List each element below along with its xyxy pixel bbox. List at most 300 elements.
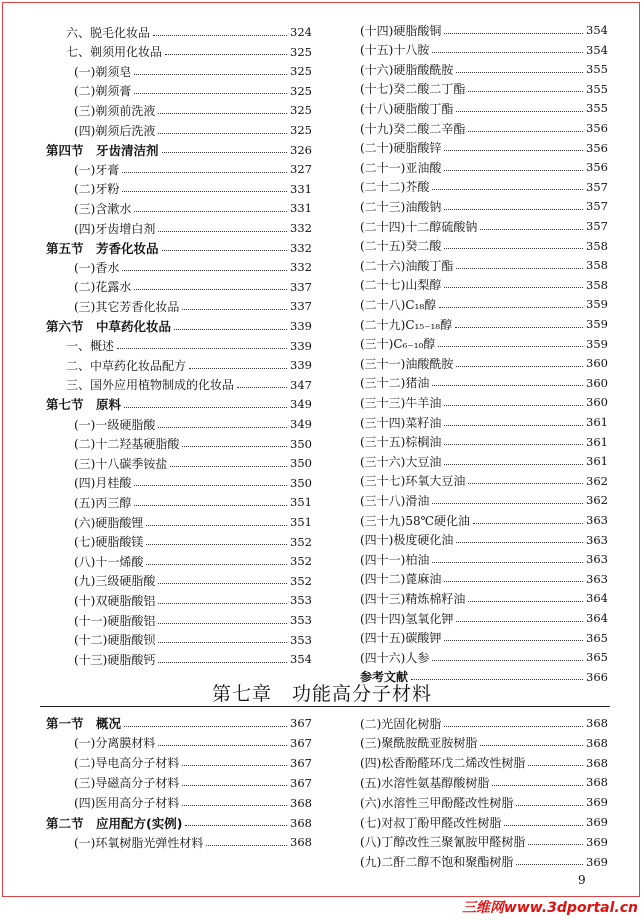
toc-section-heading xyxy=(46,140,312,160)
toc-entry-page: 365 xyxy=(586,630,608,645)
toc-entry-title: (十九)癸二酸二辛酯 xyxy=(360,121,466,136)
toc-entry xyxy=(360,451,608,471)
toc-entry-title: (三)其它芳香化妆品 xyxy=(74,299,180,314)
dot-leader xyxy=(432,503,583,504)
dot-leader xyxy=(182,805,287,806)
toc-entry-page: 356 xyxy=(586,121,608,135)
toc-entry-title: (六)硬脂酸锂 xyxy=(74,515,144,530)
dot-leader xyxy=(134,211,287,212)
dot-leader xyxy=(516,805,583,806)
toc-entry-page: 361 xyxy=(586,415,608,429)
toc-entry-page: 325 xyxy=(290,83,312,98)
dot-leader xyxy=(189,368,287,369)
toc-entry xyxy=(66,336,312,356)
toc-entry-title: (四十四)氢氧化钾 xyxy=(360,611,454,626)
toc-entry-page: 352 xyxy=(290,573,312,588)
toc-entry-title: (九)二酐二醇不饱和聚酯树脂 xyxy=(360,855,514,870)
dot-leader xyxy=(444,405,583,406)
toc-entry xyxy=(360,314,608,334)
toc-entry xyxy=(74,81,312,101)
toc-entry-page: 368 xyxy=(586,775,608,790)
dot-leader xyxy=(468,131,583,132)
toc-entry-page: 352 xyxy=(290,554,312,569)
dot-leader xyxy=(158,603,287,604)
dot-leader xyxy=(456,72,583,73)
toc-entry-page: 363 xyxy=(586,532,608,547)
toc-entry xyxy=(74,453,312,473)
dot-leader xyxy=(182,785,287,786)
dot-leader xyxy=(444,581,583,582)
toc-entry-title: (三十五)棕榈油 xyxy=(360,435,442,450)
toc-entry-title: 三、国外应用植物制成的化妆品 xyxy=(66,378,235,393)
toc-entry-page: 368 xyxy=(290,795,312,810)
dot-leader xyxy=(444,248,583,249)
toc-entry-page: 332 xyxy=(290,240,312,255)
dot-leader xyxy=(158,113,287,114)
toc-entry-page: 350 xyxy=(290,436,312,451)
dot-leader xyxy=(432,385,583,386)
toc-entry-title: (三)聚酰胺酰亚胺树脂 xyxy=(360,736,478,751)
toc-entry-title: (二十三)油酸钠 xyxy=(360,199,442,214)
toc-entry-title: (二)牙粉 xyxy=(74,182,120,197)
toc-entry xyxy=(74,793,312,813)
toc-entry xyxy=(74,832,312,852)
toc-entry-title: (八)十一烯酸 xyxy=(74,554,144,569)
dot-leader xyxy=(158,745,287,746)
toc-entry xyxy=(360,98,608,118)
toc-entry-title: (二十二)芥酸 xyxy=(360,180,430,195)
toc-entry-page: 325 xyxy=(290,44,312,59)
toc-entry xyxy=(74,773,312,793)
toc-entry-page: 368 xyxy=(290,835,312,850)
toc-entry-page: 358 xyxy=(586,277,608,292)
toc-entry-title: (二)导电高分子材料 xyxy=(74,756,180,771)
toc-entry xyxy=(360,118,608,138)
toc-entry-title: (四)月桂酸 xyxy=(74,476,132,491)
dot-leader xyxy=(468,601,583,602)
dot-leader xyxy=(122,191,287,192)
watermark: 三维网www.3dportal.cn xyxy=(461,900,638,916)
dot-leader xyxy=(492,785,583,786)
dot-leader xyxy=(185,825,287,826)
toc-entry-title: (四十)极度硬化油 xyxy=(360,533,454,548)
toc-entry-title: (二十)硬脂酸锌 xyxy=(360,141,442,156)
toc-entry xyxy=(360,753,608,773)
toc-entry xyxy=(360,294,608,314)
toc-entry-title: 第四节 牙齿清洁剂 xyxy=(46,142,159,158)
toc-entry-page: 357 xyxy=(586,199,608,214)
dot-leader xyxy=(468,91,583,92)
dot-leader xyxy=(439,307,583,308)
toc-entry-title: (十六)硬脂酸酰胺 xyxy=(360,62,454,77)
toc-entry-title: 第六节 中草药化妆品 xyxy=(46,319,172,334)
dot-leader xyxy=(432,660,583,661)
toc-entry-title: (二)光固化树脂 xyxy=(360,716,442,731)
toc-entry xyxy=(360,792,608,812)
dot-leader xyxy=(444,425,583,426)
dot-leader xyxy=(432,562,583,563)
dot-leader xyxy=(162,152,288,153)
toc-entry xyxy=(74,120,312,140)
toc-entry-title: (二)剃须膏 xyxy=(74,84,132,99)
toc-entry-title: (十四)硬脂酸铜 xyxy=(360,23,442,38)
toc-entry-page: 339 xyxy=(290,338,312,353)
dot-leader xyxy=(165,54,287,55)
dot-leader xyxy=(134,93,287,94)
dot-leader xyxy=(444,170,583,171)
chapter-rule xyxy=(40,706,610,707)
toc-entry-title: (十三)硬脂酸钙 xyxy=(74,652,156,667)
toc-entry-title: (四十六)人参 xyxy=(360,650,430,665)
dot-leader xyxy=(455,327,583,328)
dot-leader xyxy=(444,726,583,727)
toc-entry-page: 355 xyxy=(586,101,608,116)
toc-entry-page: 339 xyxy=(290,358,312,373)
toc-entry-page: 361 xyxy=(586,454,608,469)
toc-entry xyxy=(360,608,608,628)
toc-entry-title: (二十六)油酸丁酯 xyxy=(360,258,454,273)
dot-leader xyxy=(182,765,287,766)
toc-entry-page: 350 xyxy=(290,456,312,471)
toc-entry xyxy=(74,551,312,571)
toc-entry-title: (三十九)58℃硬化油 xyxy=(360,513,471,528)
toc-entry-title: (六)水溶性三甲酚醛改性树脂 xyxy=(360,795,514,810)
toc-entry-page: 369 xyxy=(586,834,608,849)
toc-entry xyxy=(360,490,608,510)
toc-entry-title: 第五节 芳香化妆品 xyxy=(46,240,159,256)
toc-entry-page: 325 xyxy=(290,103,312,118)
toc-entry-title: (三)剃须前洗液 xyxy=(74,103,156,118)
toc-entry xyxy=(74,590,312,610)
toc-entry xyxy=(74,179,312,199)
toc-entry-title: (五)水溶性氨基醇酸树脂 xyxy=(360,775,490,790)
toc-entry-page: 363 xyxy=(586,552,608,567)
toc-entry-title: (八)丁醇改性三聚氰胺甲醛树脂 xyxy=(360,835,526,850)
toc-entry-title: (三十)C₆₋₁₀醇 xyxy=(360,337,436,352)
toc-entry-title: (二)十二羟基硬脂酸 xyxy=(74,437,180,452)
toc-entry xyxy=(360,275,608,295)
toc-entry-title: 第七节 原料 xyxy=(46,397,122,413)
dot-leader xyxy=(146,525,287,526)
dot-leader xyxy=(134,485,287,486)
toc-entry-title: 第一节 概况 xyxy=(46,716,122,731)
toc-entry-page: 339 xyxy=(290,319,312,333)
toc-entry-title: (三)导磁高分子材料 xyxy=(74,776,180,791)
toc-entry-title: 六、脱毛化妆品 xyxy=(66,25,151,40)
toc-entry-title: (三十二)猪油 xyxy=(360,376,430,391)
toc-entry-title: (一)剃须皂 xyxy=(74,64,132,79)
toc-entry-page: 369 xyxy=(586,795,608,810)
toc-entry-page: 368 xyxy=(586,735,608,750)
dot-leader xyxy=(146,544,287,545)
toc-entry xyxy=(360,628,608,648)
dot-leader xyxy=(444,287,583,288)
dot-leader xyxy=(182,446,287,447)
toc-entry-title: (四十二)蓖麻油 xyxy=(360,572,442,587)
toc-entry xyxy=(360,733,608,753)
dot-leader xyxy=(456,542,583,543)
toc-entry-page: 358 xyxy=(586,238,608,253)
toc-entry xyxy=(74,492,312,512)
toc-entry xyxy=(74,630,312,650)
toc-entry xyxy=(74,159,312,179)
dot-leader xyxy=(444,150,583,151)
toc-entry-page: 354 xyxy=(586,42,608,57)
dot-leader xyxy=(444,444,583,445)
toc-entry-page: 324 xyxy=(290,25,312,39)
toc-entry xyxy=(360,40,608,60)
toc-entry-page: 369 xyxy=(586,854,608,869)
dot-leader xyxy=(456,268,583,269)
toc-entry-page: 366 xyxy=(586,669,608,684)
toc-entry-title: (二十八)C₁₈醇 xyxy=(360,297,437,312)
toc-entry xyxy=(74,277,312,297)
toc-entry-title: (三十八)滑油 xyxy=(360,493,430,508)
toc-entry xyxy=(360,530,608,550)
toc-entry xyxy=(360,647,608,667)
dot-leader xyxy=(158,642,287,643)
toc-entry xyxy=(66,355,312,375)
toc-entry-page: 367 xyxy=(290,716,312,730)
toc-entry-page: 367 xyxy=(290,755,312,770)
toc-entry-title: (一)牙膏 xyxy=(74,162,120,177)
toc-entry-title: 七、剃须用化妆品 xyxy=(66,45,163,60)
toc-entry-page: 337 xyxy=(290,299,312,314)
dot-leader xyxy=(158,231,287,232)
toc-entry xyxy=(360,510,608,530)
toc-entry-title: (四十一)柏油 xyxy=(360,552,430,567)
toc-entry-page: 351 xyxy=(290,495,312,510)
toc-entry-page: 368 xyxy=(586,755,608,770)
toc-entry-title: (二十五)癸二酸 xyxy=(360,239,442,254)
toc-entry-title: 二、中草药化妆品配方 xyxy=(66,358,187,373)
toc-entry-title: (四十三)精炼棉籽油 xyxy=(360,591,466,606)
toc-entry xyxy=(360,255,608,275)
dot-leader xyxy=(444,640,583,641)
toc-entry xyxy=(74,733,312,753)
toc-entry xyxy=(74,257,312,277)
toc-entry-page: 368 xyxy=(290,815,312,830)
toc-entry xyxy=(360,216,608,236)
toc-entry-title: (四)剃须后洗液 xyxy=(74,123,156,138)
dot-leader xyxy=(134,74,287,75)
dot-leader xyxy=(158,427,287,428)
toc-entry xyxy=(74,100,312,120)
toc-entry xyxy=(74,753,312,773)
chapter-title: 第七章 功能高分子材料 xyxy=(211,683,432,705)
toc-entry xyxy=(74,610,312,630)
toc-entry-page: 364 xyxy=(586,611,608,625)
toc-entry xyxy=(66,42,312,62)
toc-entry-title: (一)一级硬脂酸 xyxy=(74,417,156,432)
dot-leader xyxy=(134,289,287,290)
toc-entry-page: 362 xyxy=(586,493,608,508)
toc-entry-page: 353 xyxy=(290,632,312,647)
toc-entry xyxy=(66,375,312,395)
toc-entry-title: (一)分离膜材料 xyxy=(74,736,156,751)
toc-entry-title: (七)硬脂酸镁 xyxy=(74,535,144,550)
dot-leader xyxy=(122,172,287,173)
toc-entry-title: (三)含漱水 xyxy=(74,201,132,216)
dot-leader xyxy=(158,133,287,134)
toc-entry-page: 349 xyxy=(290,397,312,412)
toc-section-heading xyxy=(46,394,312,414)
toc-entry-title: (三十一)油酸酰胺 xyxy=(360,356,454,371)
dot-leader xyxy=(456,366,583,367)
toc-entry xyxy=(74,198,312,218)
toc-entry-title: (十二)硬脂酸钡 xyxy=(74,633,156,648)
toc-entry xyxy=(360,79,608,99)
toc-entry xyxy=(360,772,608,792)
dot-leader xyxy=(528,765,583,766)
dot-leader xyxy=(444,33,583,34)
page-number: 9 xyxy=(578,873,586,887)
toc-entry-title: (四)牙齿增白剂 xyxy=(74,221,156,236)
dot-leader xyxy=(473,523,583,524)
dot-leader xyxy=(124,407,287,408)
dot-leader xyxy=(444,209,583,210)
toc-entry-title: 一、概述 xyxy=(66,339,115,354)
dot-leader xyxy=(516,864,583,865)
toc-entry-page: 359 xyxy=(586,336,608,351)
toc-entry-page: 331 xyxy=(290,201,312,216)
toc-entry xyxy=(74,61,312,81)
toc-entry xyxy=(74,218,312,238)
toc-entry-page: 332 xyxy=(290,260,312,275)
toc-entry-page: 363 xyxy=(586,513,608,527)
toc-entry-page: 351 xyxy=(290,515,312,529)
toc-entry-title: 第二节 应用配方(实例) xyxy=(46,815,183,831)
toc-entry-title: (十)双硬脂酸铝 xyxy=(74,593,156,608)
toc-entry-page: 356 xyxy=(586,140,608,155)
toc-entry xyxy=(360,20,608,40)
toc-section-heading xyxy=(46,813,312,833)
dot-leader xyxy=(182,309,287,310)
dot-leader xyxy=(480,229,583,230)
toc-entry-page: 357 xyxy=(586,219,608,233)
toc-entry-title: (二)花露水 xyxy=(74,280,132,295)
toc-entry xyxy=(360,138,608,158)
toc-entry-page: 364 xyxy=(586,591,608,606)
toc-entry-page: 332 xyxy=(290,221,312,235)
toc-entry xyxy=(74,512,312,532)
toc-entry-page: 327 xyxy=(290,162,312,177)
toc-entry-page: 353 xyxy=(290,613,312,627)
toc-entry xyxy=(74,414,312,434)
toc-entry-title: (十八)硬脂酸丁酯 xyxy=(360,101,454,116)
toc-entry-page: 367 xyxy=(290,735,312,750)
toc-entry-title: (四)医用高分子材料 xyxy=(74,796,180,811)
toc-entry-page: 361 xyxy=(586,434,608,449)
dot-leader xyxy=(432,189,583,190)
toc-entry xyxy=(360,353,608,373)
dot-leader xyxy=(158,623,287,624)
dot-leader xyxy=(124,726,287,727)
toc-entry-title: (十五)十八胺 xyxy=(360,43,430,58)
toc-entry-page: 363 xyxy=(586,571,608,586)
toc-entry-page: 365 xyxy=(586,650,608,665)
toc-entry-title: (三十四)菜籽油 xyxy=(360,415,442,430)
toc-entry xyxy=(360,713,608,733)
toc-entry-page: 360 xyxy=(586,375,608,390)
toc-entry-title: (三)十八碳季铵盐 xyxy=(74,456,168,471)
dot-leader xyxy=(122,270,287,271)
toc-entry xyxy=(360,471,608,491)
dot-leader xyxy=(170,466,287,467)
toc-entry-title: (二十七)山梨醇 xyxy=(360,278,442,293)
toc-entry xyxy=(360,236,608,256)
toc-entry-page: 352 xyxy=(290,534,312,549)
dot-leader xyxy=(468,483,583,484)
toc-entry-page: 356 xyxy=(586,160,608,175)
toc-entry xyxy=(360,569,608,589)
toc-entry-page: 355 xyxy=(586,62,608,77)
toc-entry-page: 359 xyxy=(586,317,608,331)
toc-entry-page: 326 xyxy=(290,142,312,157)
toc-entry xyxy=(360,432,608,452)
dot-leader xyxy=(504,825,583,826)
toc-entry xyxy=(360,812,608,832)
dot-leader xyxy=(153,35,287,36)
dot-leader xyxy=(174,329,287,330)
toc-entry xyxy=(360,196,608,216)
toc-entry-title: (四)松香酚醛环戊二烯改性树脂 xyxy=(360,756,526,771)
dot-leader xyxy=(146,564,287,565)
toc-entry-title: 参考文献 xyxy=(360,670,409,685)
dot-leader xyxy=(206,845,287,846)
toc-entry-title: (十七)癸二酸二丁酯 xyxy=(360,82,466,97)
toc-entry xyxy=(360,177,608,197)
toc-entry-page: 358 xyxy=(586,258,608,273)
toc-entry xyxy=(360,392,608,412)
toc-entry-page: 360 xyxy=(586,356,608,371)
toc-entry-page: 367 xyxy=(290,775,312,790)
dot-leader xyxy=(528,844,583,845)
toc-entry-page: 337 xyxy=(290,279,312,294)
toc-entry-page: 349 xyxy=(290,417,312,431)
toc-section-heading xyxy=(46,316,312,336)
toc-entry-page: 360 xyxy=(586,395,608,410)
toc-entry xyxy=(74,571,312,591)
dot-leader xyxy=(456,621,583,622)
toc-entry xyxy=(360,157,608,177)
toc-entry xyxy=(74,473,312,493)
toc-entry-page: 325 xyxy=(290,123,312,137)
dot-leader xyxy=(432,52,583,53)
toc-entry xyxy=(360,852,608,872)
toc-entry-page: 354 xyxy=(586,23,608,37)
toc-entry-page: 357 xyxy=(586,179,608,194)
toc-entry xyxy=(74,649,312,669)
toc-entry-title: (四十五)碳酸钾 xyxy=(360,631,442,646)
dot-leader xyxy=(158,583,287,584)
toc-entry xyxy=(360,334,608,354)
toc-entry xyxy=(360,373,608,393)
toc-entry xyxy=(360,588,608,608)
toc-entry-title: (二十九)C₁₅₋₁₈醇 xyxy=(360,317,453,332)
dot-leader xyxy=(444,464,583,465)
dot-leader xyxy=(480,745,583,746)
toc-entry-page: 362 xyxy=(586,473,608,488)
toc-entry xyxy=(360,832,608,852)
toc-entry-page: 368 xyxy=(586,716,608,730)
toc-entry-page: 355 xyxy=(586,81,608,96)
toc-entry-title: (十一)硬脂酸铝 xyxy=(74,613,156,628)
toc-entry xyxy=(360,412,608,432)
toc-entry-title: (三十七)环氧大豆油 xyxy=(360,474,466,489)
toc-entry-page: 325 xyxy=(290,64,312,79)
toc-entry xyxy=(74,434,312,454)
